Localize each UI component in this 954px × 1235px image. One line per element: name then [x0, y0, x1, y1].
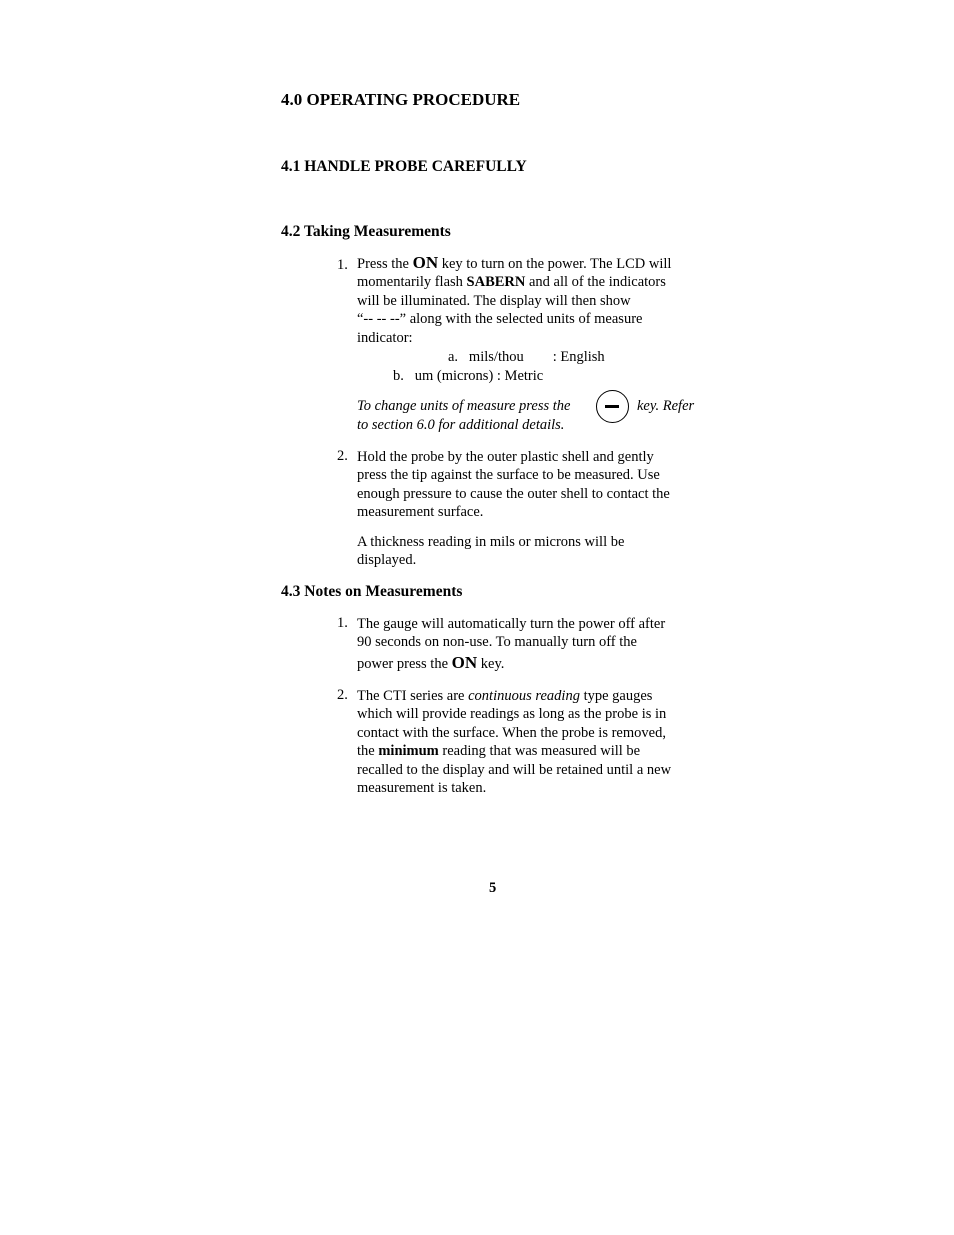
text-line: recalled to the display and will be retained until a new — [357, 761, 672, 778]
text-line: which will provide readings as long as the probe is in — [357, 706, 667, 723]
paragraph-continuous-reading — [357, 687, 671, 797]
note-change-units-line2: to section 6.0 for additional details. — [357, 417, 565, 433]
text-line: enough pressure to cause the outer shell to contact the — [357, 485, 670, 502]
minus-key-icon — [596, 390, 629, 423]
list-number: 2. — [337, 687, 348, 703]
note-refer: key. Refer — [637, 398, 695, 414]
text-line: Hold the probe by the outer plastic shell and gently — [357, 449, 654, 465]
text-line: contact with the surface. When the probe is removed, — [357, 724, 666, 741]
text-fragment: and all of the indicators — [525, 274, 666, 291]
text-line — [357, 687, 671, 705]
text-line — [357, 742, 671, 760]
text-line: will be illuminated. The display will then show — [357, 292, 631, 309]
text-fragment: Press the — [357, 256, 413, 272]
text-line: indicator: — [357, 329, 413, 346]
note-change-units-line1: To change units of measure press the — [357, 398, 571, 414]
heading-notes-on-measurements: 4.3 Notes on Measurements — [281, 583, 463, 600]
option-metric: b. um (microns) : Metric — [393, 368, 544, 384]
text-line — [357, 654, 665, 673]
text-line: 90 seconds on non-use. To manually turn off the — [357, 634, 637, 651]
text-line — [357, 254, 671, 273]
text-line: measurement surface. — [357, 504, 484, 521]
section-title: 4.0 OPERATING PROCEDURE — [281, 90, 521, 109]
text-fragment: key to turn on the power. The LCD will — [438, 256, 672, 272]
list-number: 2. — [337, 448, 348, 464]
bold-text: minimum — [378, 743, 439, 760]
italic-text: continuous reading — [468, 688, 580, 704]
minus-bar — [605, 405, 619, 408]
heading-handle-probe: 4.1 HANDLE PROBE CAREFULLY — [281, 158, 527, 175]
bold-text: SABERN — [466, 274, 526, 291]
text-line: displayed. — [357, 552, 417, 569]
paragraph-thickness-reading — [357, 533, 624, 570]
on-key-label: ON — [451, 652, 478, 672]
on-key-label: ON — [412, 253, 439, 272]
text-fragment: power press the — [357, 655, 452, 672]
text-fragment: The CTI series are — [357, 688, 469, 704]
text-fragment: momentarily flash — [357, 274, 467, 291]
text-line: The gauge will automatically turn the power off after — [357, 616, 666, 632]
text-line: “-- -- --” along with the selected units of measure — [357, 311, 643, 328]
paragraph-hold-probe — [357, 448, 670, 522]
paragraph-press-on — [357, 254, 671, 347]
text-fragment: type gauges — [579, 688, 653, 704]
text-line: A thickness reading in mils or microns will be — [357, 534, 625, 550]
list-number: 1. — [337, 257, 348, 273]
text-line: measurement is taken. — [357, 780, 487, 797]
list-number: 1. — [337, 615, 348, 631]
page-number: 5 — [489, 880, 497, 896]
text-fragment: key. — [477, 655, 505, 672]
paragraph-auto-power-off — [357, 615, 665, 673]
text-line — [357, 273, 671, 291]
text-fragment: the — [357, 743, 379, 760]
text-fragment: reading that was measured will be — [438, 743, 641, 760]
heading-taking-measurements: 4.2 Taking Measurements — [281, 223, 451, 240]
option-english: a. mils/thou : English — [448, 349, 605, 365]
text-line: press the tip against the surface to be measured. Use — [357, 467, 660, 484]
